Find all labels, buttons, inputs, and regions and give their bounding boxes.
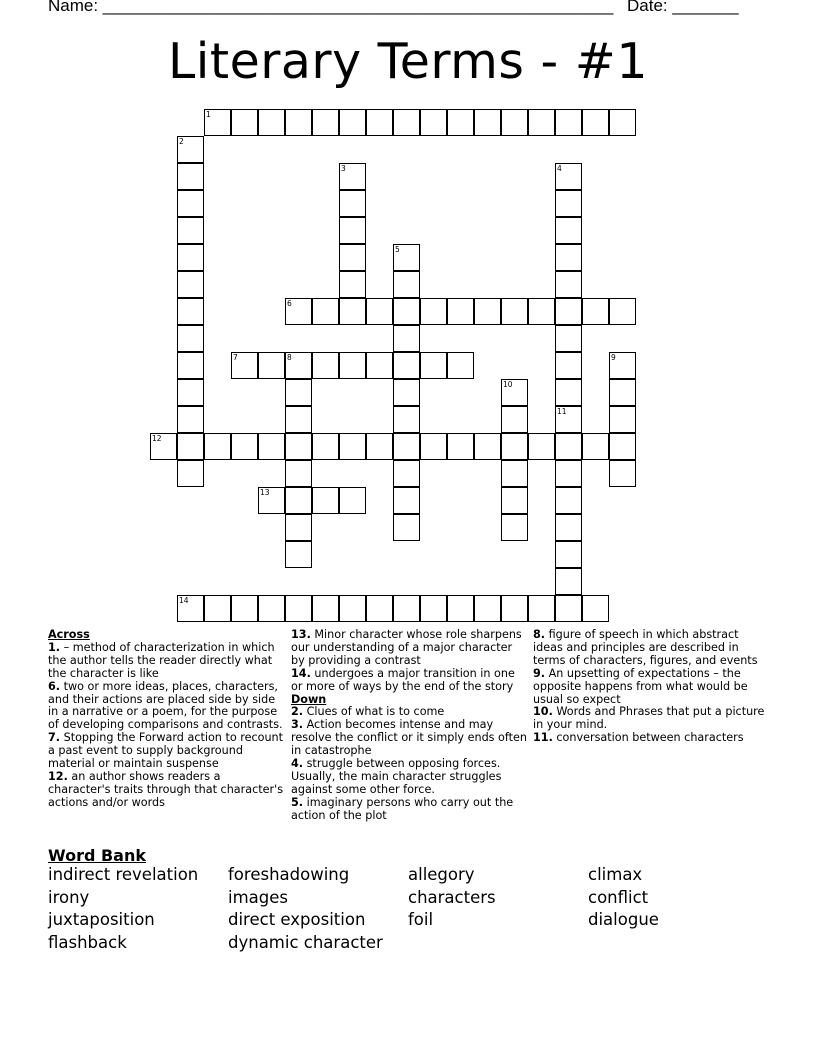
clue-text: – method of characterization in which the author tells the reader directly what the character is like [48, 640, 275, 680]
crossword-cell[interactable] [231, 109, 258, 136]
clue-item [48, 681, 284, 733]
clue-number-3: 3 [341, 164, 346, 173]
word-bank-item: climax [588, 865, 643, 884]
clue-text: struggle between opposing forces. Usually, the main character struggles against some other force. [291, 757, 502, 796]
crossword-cell[interactable] [177, 352, 204, 379]
clue-item [533, 629, 769, 668]
crossword-cell[interactable] [258, 433, 285, 460]
word-bank-list [48, 865, 788, 961]
clue-num: 11. [533, 731, 553, 745]
crossword-cell[interactable] [393, 352, 420, 379]
crossword-cell[interactable] [258, 109, 285, 136]
crossword-cell[interactable] [285, 379, 312, 406]
clue-number-10: 10 [503, 380, 513, 389]
crossword-cell[interactable] [501, 433, 528, 460]
crossword-cell[interactable] [393, 514, 420, 541]
crossword-cell[interactable] [555, 109, 582, 136]
clue-num: 12. [48, 769, 68, 783]
crossword-cell[interactable] [312, 109, 339, 136]
clue-number-13: 13 [260, 488, 270, 497]
crossword-cell[interactable] [393, 460, 420, 487]
crossword-cell[interactable] [204, 433, 231, 460]
clue-num: 10. [533, 705, 553, 719]
crossword-cell[interactable] [177, 163, 204, 190]
clue-text: Action becomes intense and may resolve the conflict or it simply ends often in catastrophe [291, 718, 528, 758]
word-bank-item: dynamic character [228, 932, 383, 952]
clue-item [48, 642, 284, 681]
crossword-cell[interactable] [285, 460, 312, 487]
clue-text: Minor character whose role sharpens our understanding of a major character by providing a contrast [291, 628, 522, 667]
word-bank-title: Word Bank [48, 846, 147, 865]
crossword-cell[interactable] [420, 352, 447, 379]
clue-number-4: 4 [557, 164, 562, 173]
crossword-cell[interactable] [501, 460, 528, 487]
crossword-cell[interactable] [528, 595, 555, 622]
clue-number-1: 1 [206, 110, 211, 119]
crossword-cell[interactable] [528, 433, 555, 460]
clue-item [48, 732, 284, 771]
across-clue-list-continued [291, 629, 527, 694]
clue-num: 2. [291, 705, 304, 719]
clue-text: an author shows readers a character's traits through that character's actions and/or words [48, 769, 284, 809]
clue-num: 13. [291, 628, 311, 641]
clue-num: 3. [291, 718, 304, 732]
crossword-cell[interactable] [609, 433, 636, 460]
crossword-cell[interactable] [339, 595, 366, 622]
crossword-cell[interactable] [258, 595, 285, 622]
clue-num: 14. [291, 666, 311, 680]
crossword-cell[interactable] [501, 406, 528, 433]
down-heading: Down [291, 692, 327, 706]
crossword-cell[interactable] [393, 379, 420, 406]
crossword-cell[interactable] [312, 298, 339, 325]
crossword-cell[interactable] [501, 298, 528, 325]
word-bank-item: foil [408, 910, 434, 929]
clue-text: Words and Phrases that put a picture in your mind. [533, 705, 765, 732]
crossword-cell[interactable] [393, 406, 420, 433]
crossword-cell[interactable] [204, 595, 231, 622]
clue-text: undergoes a major transition in one or more of ways by the end of the story [291, 666, 515, 693]
crossword-cell[interactable] [555, 217, 582, 244]
clue-item [291, 758, 527, 797]
crossword-cell[interactable] [177, 460, 204, 487]
clues-column-3 [533, 629, 769, 745]
word-bank-item: dialogue [588, 910, 659, 929]
clue-item [291, 797, 527, 823]
name-field-label: Name: ______________________________________________________ [48, 0, 614, 15]
crossword-cell[interactable] [420, 433, 447, 460]
crossword-cell[interactable] [501, 514, 528, 541]
date-field-label: Date: _______ [627, 0, 739, 15]
clue-num: 1. [48, 640, 61, 654]
crossword-cell[interactable] [258, 352, 285, 379]
crossword-cell[interactable] [555, 514, 582, 541]
crossword-cell[interactable] [366, 352, 393, 379]
crossword-cell[interactable] [555, 433, 582, 460]
crossword-cell[interactable] [582, 433, 609, 460]
word-bank-item: conflict [588, 887, 649, 907]
crossword-cell[interactable] [393, 271, 420, 298]
word-bank-item: irony [48, 887, 90, 907]
across-clue-list [48, 642, 284, 810]
crossword-cell[interactable] [393, 433, 420, 460]
crossword-cell[interactable] [609, 406, 636, 433]
clue-text: Clues of what is to come [303, 705, 445, 719]
crossword-cell[interactable] [366, 109, 393, 136]
word-bank-item: direct exposition [228, 910, 366, 929]
crossword-cell[interactable] [447, 298, 474, 325]
clue-item [533, 668, 769, 707]
word-bank-item: images [228, 887, 288, 907]
clue-num: 4. [291, 757, 304, 771]
clue-item [291, 629, 527, 668]
crossword-cell[interactable] [528, 298, 555, 325]
crossword-cell[interactable] [420, 595, 447, 622]
crossword-cell[interactable] [339, 487, 366, 514]
clue-number-2: 2 [179, 137, 184, 146]
crossword-cell[interactable] [339, 433, 366, 460]
crossword-cell[interactable] [447, 352, 474, 379]
clue-number-6: 6 [287, 299, 292, 308]
crossword-cell[interactable] [339, 352, 366, 379]
crossword-cell[interactable] [555, 595, 582, 622]
down-clue-list-continued [533, 629, 769, 745]
crossword-cell[interactable] [177, 190, 204, 217]
crossword-cell[interactable] [312, 433, 339, 460]
crossword-cell[interactable] [609, 298, 636, 325]
crossword-cell[interactable] [447, 109, 474, 136]
crossword-cell[interactable] [177, 325, 204, 352]
crossword-cell[interactable] [177, 244, 204, 271]
word-bank-item: characters [408, 887, 496, 907]
crossword-cell[interactable] [285, 541, 312, 568]
crossword-cell[interactable] [285, 109, 312, 136]
crossword-cell[interactable] [177, 433, 204, 460]
crossword-cell[interactable] [339, 271, 366, 298]
crossword-cell[interactable] [420, 298, 447, 325]
crossword-cell[interactable] [609, 460, 636, 487]
clue-num: 6. [48, 679, 61, 693]
clue-text: figure of speech in which abstract ideas and principles are described in terms of characters, figures, and events [533, 628, 758, 667]
clue-item [533, 732, 769, 745]
crossword-cell[interactable] [393, 595, 420, 622]
clue-number-14: 14 [179, 596, 189, 605]
clue-item [48, 771, 284, 810]
crossword-cell[interactable] [528, 109, 555, 136]
crossword-cell[interactable] [420, 109, 447, 136]
crossword-cell[interactable] [501, 487, 528, 514]
crossword-cell[interactable] [177, 271, 204, 298]
crossword-cell[interactable] [285, 514, 312, 541]
crossword-cell[interactable] [285, 406, 312, 433]
crossword-cell[interactable] [177, 406, 204, 433]
clue-item [291, 668, 527, 694]
page-title: Literary Terms - #1 [167, 33, 649, 90]
crossword-cell[interactable] [393, 109, 420, 136]
crossword-cell[interactable] [339, 109, 366, 136]
crossword-cell[interactable] [339, 190, 366, 217]
down-clue-list [291, 706, 527, 822]
clue-item [533, 706, 769, 732]
crossword-cell[interactable] [339, 217, 366, 244]
clue-number-8: 8 [287, 353, 292, 362]
clue-num: 7. [48, 731, 61, 745]
clue-number-7: 7 [233, 353, 238, 362]
clue-num: 9. [533, 666, 546, 680]
crossword-cell[interactable] [555, 325, 582, 352]
word-bank-item: foreshadowing [228, 865, 350, 884]
crossword-cell[interactable] [501, 109, 528, 136]
crossword-cell[interactable] [555, 379, 582, 406]
crossword-cell[interactable] [474, 298, 501, 325]
crossword-cell[interactable] [231, 433, 258, 460]
crossword-cell[interactable] [177, 217, 204, 244]
crossword-cell[interactable] [312, 487, 339, 514]
crossword-cell[interactable] [555, 190, 582, 217]
word-bank [48, 846, 788, 961]
crossword-cell[interactable] [555, 298, 582, 325]
crossword-cell[interactable] [609, 109, 636, 136]
crossword-cell[interactable] [447, 595, 474, 622]
clues-column-1 [48, 629, 284, 810]
clue-text: An upsetting of expectations – the opposite happens from what would be usual so expect [533, 666, 748, 706]
clue-text: Stopping the Forward action to recount a past event to supply background material or maintain suspense [48, 731, 284, 771]
crossword-cell[interactable] [555, 568, 582, 595]
crossword-cell[interactable] [582, 109, 609, 136]
word-bank-item: indirect revelation [48, 865, 199, 884]
crossword-cell[interactable] [555, 541, 582, 568]
clue-number-9: 9 [611, 353, 616, 362]
crossword-cell[interactable] [231, 595, 258, 622]
crossword-cell[interactable] [555, 460, 582, 487]
word-bank-item: allegory [408, 865, 475, 884]
crossword-cell[interactable] [555, 244, 582, 271]
clue-num: 5. [291, 795, 304, 809]
crossword-cell[interactable] [312, 595, 339, 622]
word-bank-item: juxtaposition [48, 910, 155, 929]
crossword-cell[interactable] [285, 487, 312, 514]
crossword-cell[interactable] [366, 433, 393, 460]
crossword-cell[interactable] [177, 379, 204, 406]
crossword-cell[interactable] [474, 595, 501, 622]
crossword-cell[interactable] [555, 487, 582, 514]
crossword-cell[interactable] [474, 433, 501, 460]
clue-number-11: 11 [557, 407, 567, 416]
crossword-cell[interactable] [312, 352, 339, 379]
crossword-cell[interactable] [582, 595, 609, 622]
crossword-cell[interactable] [393, 487, 420, 514]
clue-text: imaginary persons who carry out the action of the plot [291, 795, 514, 822]
clues-column-2 [291, 629, 527, 823]
crossword-cell[interactable] [447, 433, 474, 460]
crossword-cell[interactable] [366, 595, 393, 622]
crossword-cell[interactable] [582, 298, 609, 325]
clue-text: two or more ideas, places, characters, and their actions are placed side by side in a narrative or a poem, for the purpose of developing comparisons and contrasts. [48, 679, 283, 732]
crossword-cell[interactable] [285, 595, 312, 622]
clue-text: conversation between characters [552, 731, 744, 745]
crossword-cell[interactable] [555, 271, 582, 298]
crossword-cell[interactable] [609, 379, 636, 406]
crossword-cell[interactable] [339, 298, 366, 325]
crossword-cell[interactable] [501, 595, 528, 622]
across-heading: Across [48, 628, 90, 641]
crossword-cell[interactable] [474, 109, 501, 136]
crossword-cell[interactable] [339, 244, 366, 271]
crossword-cell[interactable] [366, 298, 393, 325]
clue-item [291, 719, 527, 758]
crossword-cell[interactable] [393, 298, 420, 325]
crossword-cell[interactable] [555, 352, 582, 379]
clue-num: 8. [533, 628, 546, 641]
clue-number-5: 5 [395, 245, 400, 254]
crossword-cell[interactable] [393, 325, 420, 352]
word-bank-item: flashback [48, 932, 127, 952]
crossword-cell[interactable] [177, 298, 204, 325]
crossword-cell[interactable] [285, 433, 312, 460]
clue-number-12: 12 [152, 434, 162, 443]
